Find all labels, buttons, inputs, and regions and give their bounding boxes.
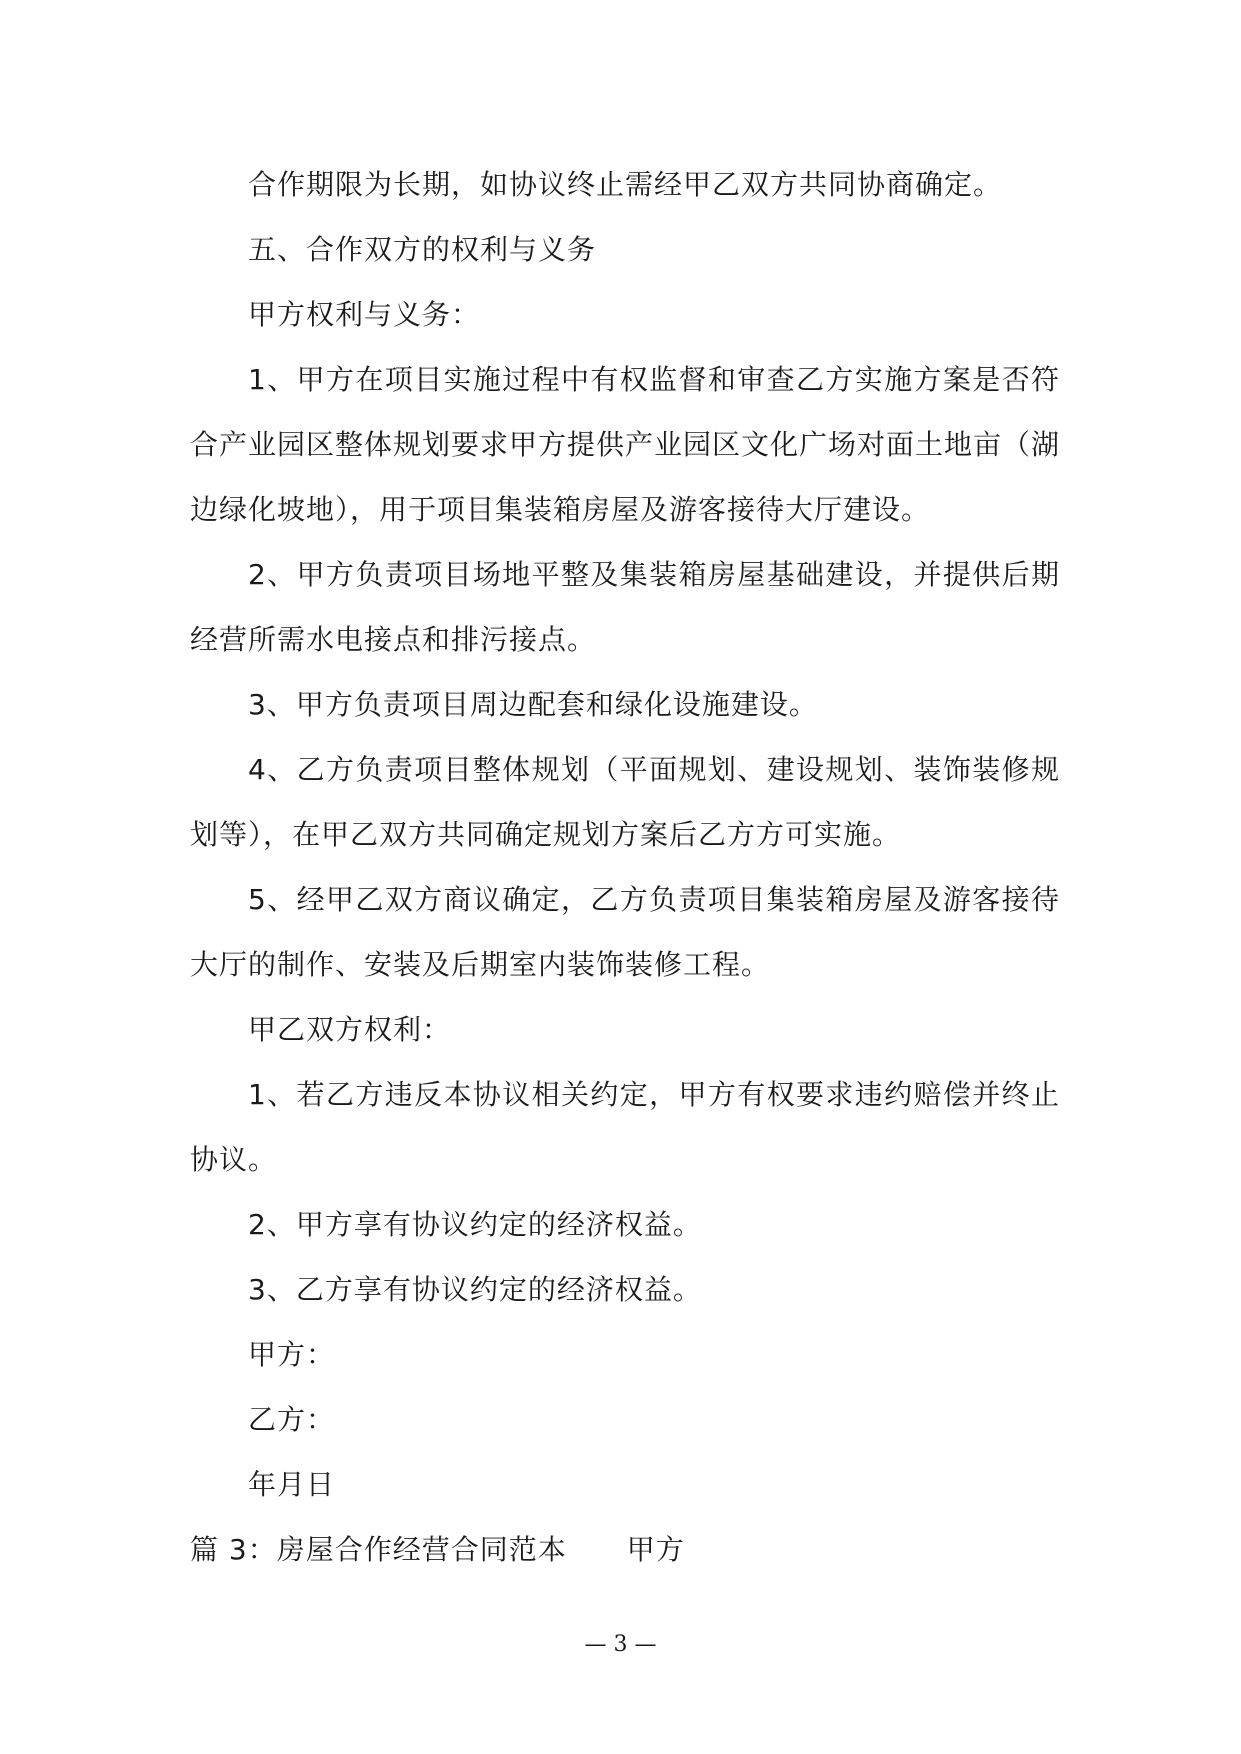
page-number: — 3 — bbox=[584, 1632, 657, 1657]
joint-rights-item-2: 2、甲方享有协议约定的经济权益。 bbox=[248, 1208, 702, 1241]
next-section-title: 篇 3：房屋合作经营合同范本 bbox=[190, 1533, 567, 1566]
next-section-heading bbox=[190, 1517, 1060, 1582]
section-title-rights-obligations: 五、合作双方的权利与义务 bbox=[248, 233, 597, 266]
signature-party-b: 乙方： bbox=[248, 1403, 336, 1436]
signature-date: 年月日 bbox=[248, 1468, 336, 1501]
party-b-item-5: 5、经甲乙双方商议确定，乙方负责项目集装箱房屋及游客接待大厅的制作、安装及后期室内装饰装修工程。 bbox=[190, 883, 1060, 981]
party-a-item-1: 1、甲方在项目实施过程中有权监督和审查乙方实施方案是否符合产业园区整体规划要求甲方提供产业园区文化广场对面土地亩（湖边绿化坡地），用于项目集装箱房屋及游客接待大厅建设。 bbox=[190, 363, 1061, 526]
joint-rights-item-3: 3、乙方享有协议约定的经济权益。 bbox=[248, 1273, 702, 1306]
party-a-item-3: 3、甲方负责项目周边配套和绿化设施建设。 bbox=[248, 688, 818, 721]
paragraph-term: 合作期限为长期，如协议终止需经甲乙双方共同协商确定。 bbox=[248, 168, 1003, 201]
joint-rights-heading: 甲乙双方权利： bbox=[248, 1013, 452, 1046]
next-section-party: 甲方 bbox=[626, 1533, 685, 1566]
party-b-item-4: 4、乙方负责项目整体规划（平面规划、建设规划、装饰装修规划等），在甲乙双方共同确定规划方案后乙方方可实施。 bbox=[190, 753, 1060, 851]
party-a-heading: 甲方权利与义务： bbox=[248, 298, 481, 331]
joint-rights-item-1: 1、若乙方违反本协议相关约定，甲方有权要求违约赔偿并终止协议。 bbox=[190, 1078, 1060, 1176]
document-body bbox=[190, 152, 1060, 1582]
party-a-item-2: 2、甲方负责项目场地平整及集装箱房屋基础建设，并提供后期经营所需水电接点和排污接点。 bbox=[190, 558, 1060, 656]
signature-party-a: 甲方： bbox=[248, 1338, 336, 1371]
